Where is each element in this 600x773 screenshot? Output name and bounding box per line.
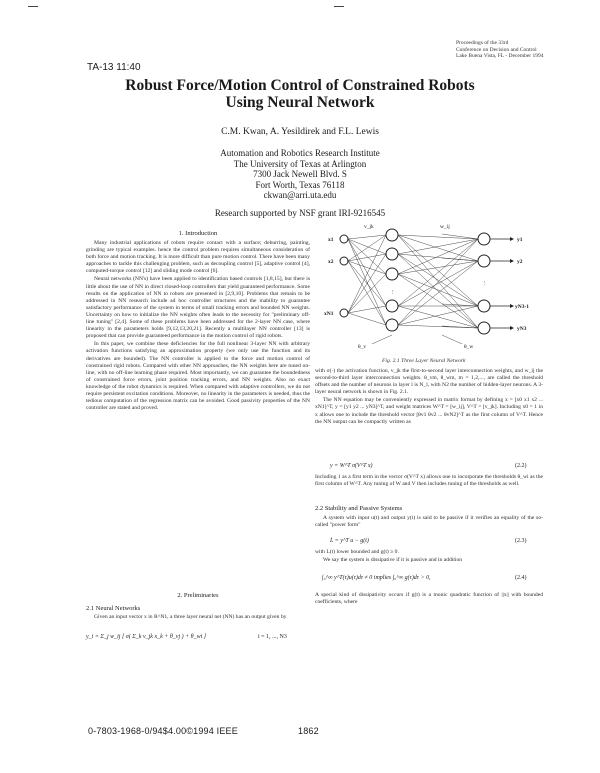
affiliation-line: ckwan@arri.uta.edu [263, 190, 337, 200]
paragraph: A system with input u(t) and output y(t) is said to be passive if it verifies an equality of the so-called "power form" [315, 515, 543, 529]
hidden-node [386, 300, 398, 312]
proceedings-info [456, 40, 596, 60]
output-node [478, 233, 490, 245]
input-label: xN1 [324, 311, 334, 317]
authors: C.M. Kwan, A. Yesildirek and F.L. Lewis [221, 127, 379, 137]
isbn-copyright: 0-7803-1968-0/94$4.00©1994 IEEE [88, 726, 238, 736]
paragraph: A special kind of dissipativity occurs if g(t) is a monic quadratic function of ||x|| with bounded coefficients, where [315, 592, 543, 606]
affiliation-line: 7300 Jack Newell Blvd. S [253, 169, 347, 179]
output-label: y1 [517, 237, 523, 243]
output-label: yN3 [517, 326, 527, 332]
output-label: yN3-1 [515, 304, 530, 310]
threshold-label-v: θ_v [358, 344, 367, 350]
paragraph: In this paper, we combine these deficiencies for the full nonlinear 3-layer NN with arbitrary activation functions satisfying an approximation property (we only use the function and its derivatives are bounded). The NN controller is applied to the force and motion control of constrained rigid robots. Compared with other NN approaches, the NN weights here are tuned on-line, with no off-line learning phase required. Most importantly, we can guarantee the boundedness of constrained force errors, joint position tracking errors, and NN weights. Also no exact knowledge of the robot dynamics is required. When compared with adaptive controllers, we do not require persistent excitation conditions. Moreover, no linearity in the parameters is needed, thus the tedious computation of the regression matrix can be avoided. Good passivity properties of the NN controller are stated and proved. [86, 341, 310, 412]
nn-connections [348, 234, 478, 344]
paragraph: with σ(·) the activation function, v_jk the first-to-second layer interconnection weights, and w_ij the second-to-third layer interconnection weights. θ_vm, θ_wm, m = 1,2,..., are called the threshold offsets and the number of neurons in layer l is N_l, with N2 the number of hidden-layer neurons. A 3-layer neural network is shown in Fig. 2.1. [315, 368, 543, 396]
proceedings-line: Proceedings of the 33rd [456, 40, 509, 46]
equation-number: (2.3) [515, 538, 527, 544]
nn-output-equation: y_i = Σ_j w_ij [ σ( Σ_k v_jk x_k + θ_vj ) + θ_wi ] [86, 634, 207, 640]
weight-label-w: w_ij [440, 224, 450, 230]
weight-label-v: v_jk [364, 224, 374, 230]
paper-title [100, 77, 500, 111]
affiliation-line: The University of Texas at Arlington [233, 158, 367, 169]
output-node [478, 322, 490, 334]
hidden-node [386, 268, 398, 280]
hidden-ellipsis: ⋮ [390, 290, 396, 296]
paragraph: The NN equation may be conveniently expressed in matrix format by defining x = [x0 x1 x2 ... xN1]^T, y = [y1 y2 ... yN3]^T, and weight matrices W^T = [w_ij], V^T = [v_jk]. Including x0 = 1 in x allows one to include the threshold vector [θv1 θv2 ... θvN2]^T as the first column of V^T. Hence the NN output can be compactly written as [315, 397, 543, 425]
subsection-heading-stability: 2.2 Stability and Passive Systems [315, 505, 403, 512]
page-number: 1862 [298, 726, 319, 736]
affiliation [150, 148, 450, 201]
threshold-paragraph [315, 474, 543, 489]
paragraph: We say the system is dissipative if it is passive and in addition [323, 557, 463, 564]
power-form-equation: L̇ = y^T u − g(t) [330, 538, 369, 544]
hidden-node [386, 229, 398, 241]
paragraph: with L(t) lower bounded and g(t) ≥ 0. [315, 549, 399, 555]
output-ellipsis: ⋮ [482, 281, 488, 287]
three-layer-nn-figure [322, 222, 540, 350]
right-column-body [315, 368, 543, 427]
title-line: Using Neural Network [225, 94, 375, 111]
input-label: x2 [328, 259, 334, 265]
proceedings-line: Conference on Decision and Control [456, 46, 537, 53]
crop-mark-right [334, 6, 344, 7]
section-heading-introduction: 1. Introduction [178, 230, 218, 237]
hidden-node [386, 248, 398, 260]
paragraph: Many industrial applications of robots require contact with a surface; deburring, painting, grinding are typical examples. hence the control problem requires simultaneous consideration of both force and motion tracking. It is more difficult than pure motion control. There have been many approaches to tackle this challenging problem, such as decoupling control [5], adaptive control [4], computed-torque control [12] and sliding mode control [6]. [86, 240, 310, 275]
crop-mark-left [28, 6, 38, 7]
funding-note: Research supported by NSF grant IRI-9216545 [214, 208, 386, 218]
session-code: TA-13 11:40 [87, 62, 141, 73]
hidden-node [386, 319, 398, 331]
threshold-label-w: θ_w [464, 344, 474, 350]
affiliation-line: Fort Worth, Texas 76118 [255, 179, 345, 190]
input-node [340, 235, 348, 243]
subsection-heading-neural-networks: 2.1 Neural Networks [86, 605, 141, 612]
introduction-body [86, 240, 310, 413]
affiliation-line: Automation and Robotics Research Institute [220, 148, 380, 158]
lower-bound-note [315, 549, 543, 565]
paragraph: Neural networks (NN's) have been applied to identification based controls [1,8,15], but there is little about the use of NN in direct closed-loop controllers that yield guaranteed performance. Some results on the application of NN to robots are presented in [2,9,10]. Problems that remain to be addressed in NN research include ad hoc controller structures and the inability to guarantee satisfactory performance of the system in terms of small tracking errors and bounded NN weights. Uncertainty on how to initialize the NN weights often leads to the necessity for "preliminary off-line tuning" [2,4]. Some of these problems have been addressed for the 2-layer NN case, where linearity in the parameters holds [9,12,13,20,21]. Recently a multilayer NN controller [13] is proposed that can provide guaranteed performance in the motion control of rigid robots. [86, 276, 310, 340]
figure-caption: Fig. 2.1 Three Layer Neural Network [382, 358, 466, 364]
input-node [340, 309, 348, 317]
output-node [478, 300, 490, 312]
output-label: y2 [517, 259, 523, 265]
matrix-form-equation: y = W^T σ(V^T x) [330, 463, 373, 469]
passivity-definition [315, 515, 543, 530]
dissipativity-paragraph [315, 592, 543, 607]
input-node [340, 257, 348, 265]
paragraph: Including 1 as a first term in the vector σ(V^T x) allows one to incorporate the thresholds θ_wi as the first column of W^T. Any tuning of W and V then includes tuning of the thresholds as well. [315, 474, 543, 488]
nn-definition-text [86, 614, 310, 622]
equation-index-range: i = 1, ..., N3 [258, 634, 287, 640]
section-heading-preliminaries: 2. Preliminaries [177, 592, 219, 599]
title-line: Robust Force/Motion Control of Constrained Robots [125, 77, 475, 94]
equation-number: (2.4) [515, 575, 527, 581]
proceedings-line: Lake Buena Vista, FL - December 1994 [456, 53, 544, 60]
equation-number: (2.2) [515, 463, 527, 469]
dissipativity-equation: ∫₀^∞ y^T(τ)u(τ)dτ ≠ 0 implies ∫₀^∞ g(τ)dτ > 0, [322, 575, 431, 581]
paragraph: Given an input vector x in R^N1, a three layer neural net (NN) has an output given by [94, 614, 287, 620]
output-node [478, 255, 490, 267]
input-label: x1 [328, 237, 334, 243]
